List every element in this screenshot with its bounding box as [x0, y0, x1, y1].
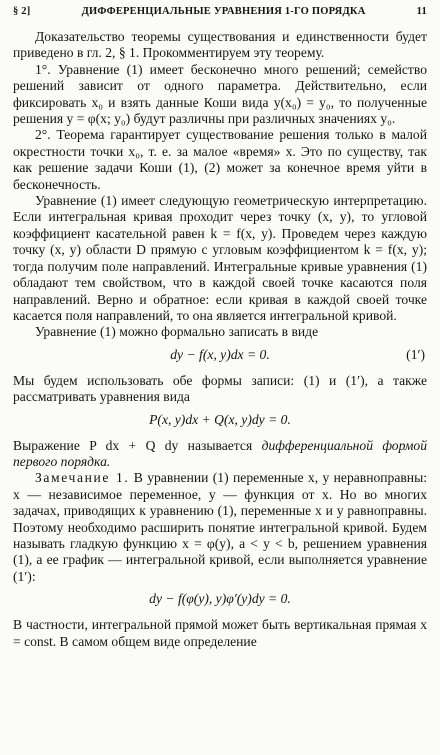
paragraph-comment-1: 1°. Уравнение (1) имеет бесконечно много решений; семейство решений зависит от одного параметра. Действительно, если фиксировать x₀ и взять данные Коши вида y(x₀) = y₀, то полученные решения y = φ(x; y₀) будут различны при различных значениях y₀.	[13, 61, 427, 127]
equation-pq-form	[13, 411, 427, 429]
section-mark: § 2]	[13, 6, 31, 17]
paragraph-remark-1	[13, 470, 427, 585]
chapter-title: ДИФФЕРЕНЦИАЛЬНЫЕ УРАВНЕНИЯ 1-ГО ПОРЯДКА	[81, 6, 366, 17]
remark-label: Замечание 1.	[35, 470, 130, 486]
body-text	[13, 29, 427, 650]
page-number: 11	[416, 6, 427, 17]
paragraph-differential-form	[13, 438, 427, 471]
paragraph-comment-2: 2°. Теорема гарантирует существование решения только в малой окрестности точки x₀, т. е. за малое «время» x. Это по существу, так как решение задачи Коши (1), (2) может за конечное время уйти в бесконечность.	[13, 127, 427, 192]
paragraph-geometric-interpretation: Уравнение (1) имеет следующую геометрическую интерпретацию. Если интегральная кривая проходит через точку (x, y), то угловой коэффициент касательной равен k = f(x, y). Проведем через каждую точку (x, y) области D прямую с угловым коэффициентом k = f(x, y); тогда получим поле направлений. Интегральные кривые уравнения (1) обладают тем свойством, что в каждой своей точке касаются поля направлений. Верно и обратное: если кривая в каждой своей точке касается поля направлений, то она является интегральной кривой.	[13, 193, 427, 323]
paragraph-formal-notation: Уравнение (1) можно формально записать в виде	[35, 324, 319, 340]
equation-formula: dy − f(φ(y), y)φ′(y)dy = 0.	[149, 591, 291, 607]
paragraph-both-forms: Мы будем использовать обе формы записи: (1) и (1′), а также рассматривать уравнения вида	[13, 372, 427, 405]
equation-formula: dy − f(x, y)dx = 0.	[170, 346, 270, 362]
differential-form-term: дифференциальной формой первого порядка.	[13, 437, 427, 469]
equation-formula: P(x, y)dx + Q(x, y)dy = 0.	[149, 411, 291, 427]
equation-parametric	[13, 590, 427, 608]
equation-1-prime	[13, 346, 427, 364]
remark-text: В уравнении (1) переменные x, y неравноправны: x — независимое переменное, y — функция от x. Но во многих задачах, приводящих к уравнению (1), переменные x и y равноправны. Поэтому необходимо расширить понятие интегральной кривой. Будем называть гладкую функцию x = φ(y), a < y < b, решением уравнения (1), а ее график — интегральной кривой, если выполняется уравнение (1′):	[13, 470, 427, 584]
differential-form-lead: Выражение P dx + Q dy называется	[13, 437, 253, 453]
equation-number: (1′)	[406, 346, 425, 362]
paragraph-vertical-line: В частности, интегральной прямой может быть вертикальная прямая x = const. В самом общем виде определение	[13, 617, 427, 649]
running-header	[13, 6, 427, 22]
paragraph-proof-reference: Доказательство теоремы существования и единственности будет приведено в гл. 2, § 1. Прокомментируем эту теорему.	[13, 29, 427, 61]
